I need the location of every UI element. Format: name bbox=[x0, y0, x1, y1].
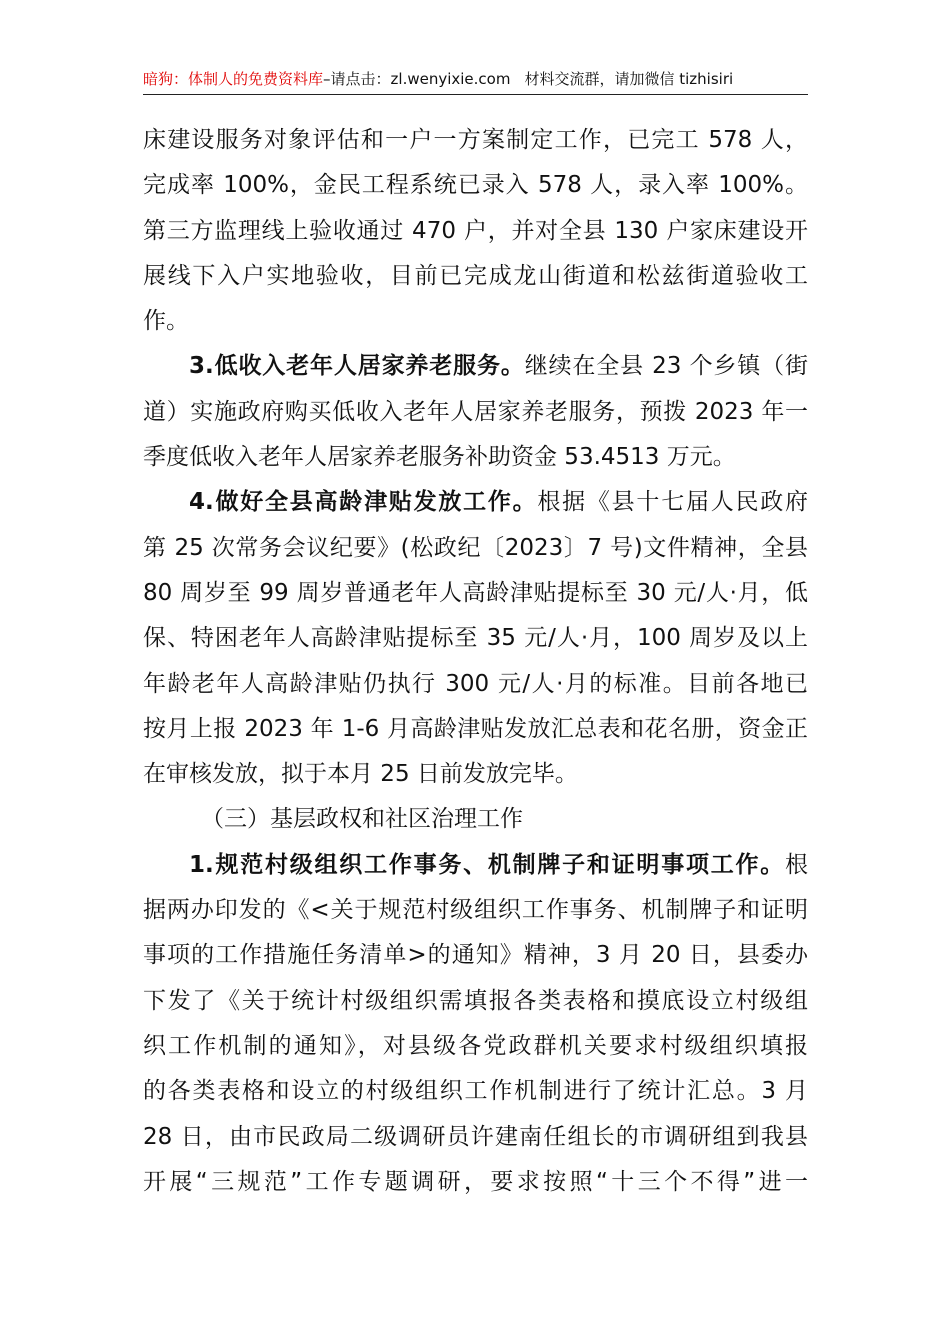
item-heading: 4.做好全县高龄津贴发放工作。 bbox=[189, 489, 538, 516]
item-heading-line: 3.低收入老年人居家养老服务。继续在全县 23 个乡镇（街 bbox=[189, 353, 808, 380]
text-line: 展线下入户实地验收，目前已完成龙山街道和松兹街道验收工 bbox=[143, 262, 808, 289]
text-line: 在审核发放，拟于本月 25 日前发放完毕。 bbox=[143, 761, 578, 788]
header-brand: 暗狗：体制人的免费资料库 bbox=[143, 70, 324, 88]
text-line: 开展“三规范”工作专题调研，要求按照“十三个不得”进一 bbox=[143, 1168, 808, 1195]
text-line: 按月上报 2023 年 1-6 月高龄津贴发放汇总表和花名册，资金正 bbox=[143, 715, 808, 742]
text-line: 织工作机制的通知》，对县级各党政群机关要求村级组织填报 bbox=[143, 1032, 808, 1059]
page-header bbox=[143, 68, 808, 95]
text-line: 保、特困老年人高龄津贴提标至 35 元/人·月，100 周岁及以上 bbox=[143, 625, 808, 652]
item-heading-line: 4.做好全县高龄津贴发放工作。根据《县十七届人民政府 bbox=[189, 489, 808, 516]
header-link-url[interactable]: zl.wenyixie.com bbox=[390, 70, 511, 88]
text-line: 道）实施政府购买低收入老年人居家养老服务，预拨 2023 年一 bbox=[143, 398, 808, 425]
text-line: 据两办印发的《<关于规范村级组织工作事务、机制牌子和证明 bbox=[143, 897, 808, 924]
item-heading: 1.规范村级组织工作事务、机制牌子和证明事项工作。 bbox=[189, 851, 785, 878]
text-line: 第 25 次常务会议纪要》(松政纪〔2023〕7 号)文件精神，全县 bbox=[143, 534, 808, 561]
text-line: 下发了《关于统计村级组织需填报各类表格和摸底设立村级组 bbox=[143, 987, 808, 1014]
text-line: 第三方监理线上验收通过 470 户，并对全县 130 户家床建设开 bbox=[143, 217, 808, 244]
item-heading-line: 1.规范村级组织工作事务、机制牌子和证明事项工作。根 bbox=[189, 851, 808, 878]
item-heading: 3.低收入老年人居家养老服务。 bbox=[189, 353, 525, 380]
text-line: 28 日，由市民政局二级调研员许建南任组长的市调研组到我县 bbox=[143, 1123, 808, 1150]
text-line: 季度低收入老年人居家养老服务补助资金 53.4513 万元。 bbox=[143, 444, 736, 471]
document-body bbox=[143, 118, 808, 1205]
text-line: 年龄老年人高龄津贴仍执行 300 元/人·月的标准。目前各地已 bbox=[143, 670, 808, 697]
header-wechat: 材料交流群，请加微信 tizhisiri bbox=[524, 70, 734, 88]
section-heading: （三）基层政权和社区治理工作 bbox=[201, 806, 523, 833]
text-line: 80 周岁至 99 周岁普通老年人高龄津贴提标至 30 元/人·月，低 bbox=[143, 579, 808, 606]
text-line: 完成率 100%，金民工程系统已录入 578 人，录入率 100%。 bbox=[143, 172, 808, 199]
text-line: 作。 bbox=[143, 308, 189, 335]
text-line: 事项的工作措施任务清单>的通知》精神，3 月 20 日，县委办 bbox=[143, 942, 808, 969]
text-line: 床建设服务对象评估和一户一方案制定工作，已完工 578 人， bbox=[143, 127, 808, 153]
header-link-prefix: –请点击： bbox=[323, 70, 391, 88]
text-line: 的各类表格和设立的村级组织工作机制进行了统计汇总。3 月 bbox=[143, 1078, 808, 1105]
